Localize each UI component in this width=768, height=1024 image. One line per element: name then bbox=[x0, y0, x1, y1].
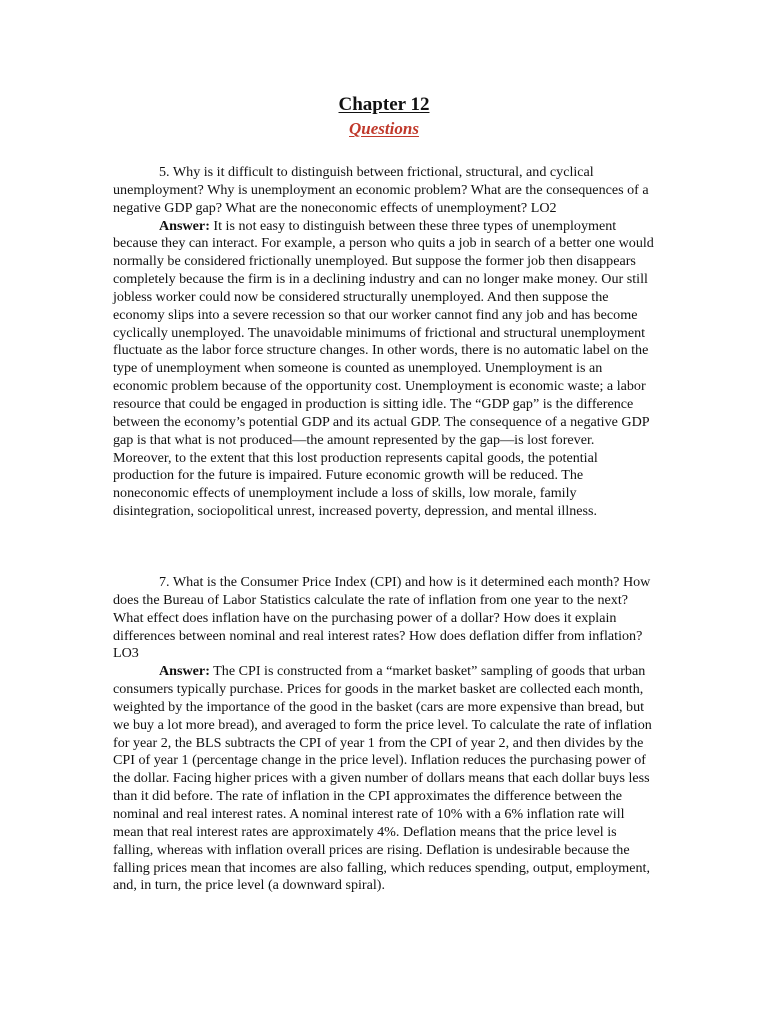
answer-label: Answer: bbox=[159, 663, 210, 680]
chapter-title bbox=[0, 94, 768, 116]
question-block-7 bbox=[113, 574, 656, 895]
answer-text: It is not easy to distinguish between these three types of unemployment because they can interact. For example, a person who quits a job in search of a better one would normally be considered frictionally unemployed. But suppose the former job then disappears completely because the firm is in a declining industry and can no longer make money. Our still jobless worker could now be considered structurally unemployed. And then suppose the economy slips into a severe recession so that our worker cannot find any job and has become cyclically unemployed. The unavoidable minimums of frictional and structural unemployment fluctuate as the labor force structure changes. In other words, there is no automatic label on the type of unemployment when someone is counted as unemployed. Unemployment is an economic problem because of the opportunity cost. Unemployment is economic waste; a labor resource that could be engaged in production is sitting idle. The “GDP gap” is the difference between the economy’s potential GDP and its actual GDP. The consequence of a negative GDP gap is that what is not produced—the amount represented by the gap—is lost forever. Moreover, to the extent that this lost production represents capital goods, the potential production for the future is impaired. Future economic growth will be reduced. The noneconomic effects of unemployment include a loss of skills, low morale, family disintegration, sociopolitical unrest, increased poverty, depression, and mental illness. bbox=[113, 217, 654, 520]
section-title-text: Questions bbox=[349, 119, 419, 138]
chapter-title-text: Chapter 12 bbox=[338, 94, 430, 115]
question-text: 7. What is the Consumer Price Index (CPI) and how is it determined each month? How does the Bureau of Labor Statistics calculate the rate of inflation from one year to the next? What effect does inflation have on the purchasing power of a dollar? How does it explain differences between nominal and real interest rates? How does deflation differ from inflation? LO3 bbox=[113, 574, 651, 662]
answer-label: Answer: bbox=[159, 217, 210, 234]
section-title bbox=[0, 119, 768, 139]
question-block-5 bbox=[113, 164, 656, 521]
answer-text: The CPI is constructed from a “market basket” sampling of goods that urban consumers typically purchase. Prices for goods in the market basket are collected each month, weighted by the importance of the good in the basket (cars are more expensive than bread, but we buy a lot more bread), and averaged to form the price level. To calculate the rate of inflation for year 2, the BLS subtracts the CPI of year 1 from the CPI of year 2, and then divides by the CPI of year 1 (percentage change in the price level). Inflation reduces the purchasing power of the dollar. Facing higher prices with a given number of dollars means that each dollar buys less than it did before. The rate of inflation in the CPI approximates the difference between the nominal and real interest rates. A nominal interest rate of 10% with a 6% inflation rate will mean that real interest rates are approximately 4%. Deflation means that the price level is falling, whereas with inflation overall prices are rising. Deflation is undesirable because the falling prices mean that incomes are also falling, which reduces spending, output, employment, and, in turn, the price level (a downward spiral). bbox=[113, 663, 652, 894]
answer-paragraph bbox=[113, 663, 656, 895]
question-text: 5. Why is it difficult to distinguish between frictional, structural, and cyclical unemployment? Why is unemployment an economic problem? What are the consequences of a negative GDP gap? What are the noneconomic effects of unemployment? LO2 bbox=[113, 164, 649, 216]
answer-paragraph bbox=[113, 218, 656, 521]
